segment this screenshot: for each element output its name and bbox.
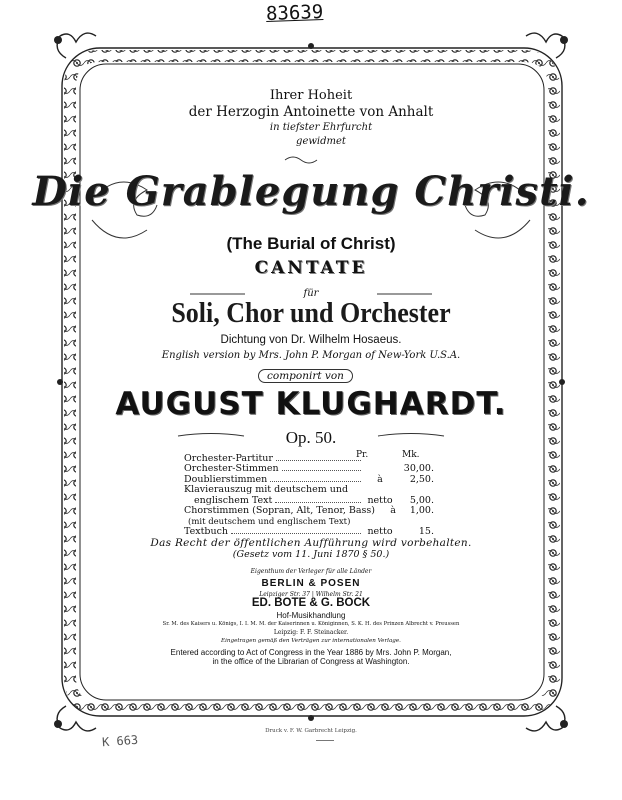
price-row: englischem Text netto 5,00. xyxy=(194,494,434,506)
opus-number: Op. 50. xyxy=(285,428,337,447)
genre-cantate: CANTATE xyxy=(254,258,368,278)
price-row: Chorstimmen (Sopran, Alt, Tenor, Bass) à 1,00. xyxy=(184,505,434,516)
title-german: Die Grablegung Christi. xyxy=(32,168,590,215)
footer-pencil-mark xyxy=(316,740,334,741)
shelf-mark: K 663 xyxy=(101,732,139,750)
price-col-pr: Pr. xyxy=(356,450,369,460)
price-row: Orchester-Partitur xyxy=(184,453,434,464)
dedication-line-1: Ihrer Hoheit xyxy=(269,88,353,103)
dedication-line-3: in tiefster Ehrfurcht xyxy=(269,122,373,133)
publisher-appointment: Sr. M. des Kaisers u. Königs, I. I. M. M. der Kaiserinnen u. Königinnen, S. K. H. des Prinzen Albrecht v. Preussen xyxy=(162,621,460,627)
dedication-line-2: der Herzogin Antoinette von Anhalt xyxy=(188,104,434,120)
english-version-line: English version by Mrs. John P. Morgan of New-York U.S.A. xyxy=(161,350,461,361)
footer-printer-note: Druck v. F. W. Garbrecht Leipzig. xyxy=(265,728,357,734)
price-row: Doublierstimmen à 2,50. xyxy=(184,473,434,485)
forces-line: Soli, Chor und Orchester xyxy=(171,296,451,329)
price-row: Orchester-Stimmen 30,00. xyxy=(184,463,434,474)
dedication-line-4: gewidmet xyxy=(296,136,346,147)
publisher-notice: Eingetragen gemäß den Verträgen zur internationalen Verlage. xyxy=(221,638,401,644)
copyright-line-2: in the office of the Librarian of Congress at Washington. xyxy=(212,657,410,666)
composed-by-label: componirt von xyxy=(258,369,353,383)
publisher-city: BERLIN & POSEN xyxy=(261,578,361,589)
fuer-label: für xyxy=(303,288,319,299)
text-author-line: Dichtung von Dr. Wilhelm Hosaeus. xyxy=(220,334,402,346)
rights-line-1: Das Recht der öffentlichen Aufführung wird vorbehalten. xyxy=(150,537,472,549)
price-row: Textbuch netto 15. xyxy=(184,526,434,537)
title-english: (The Burial of Christ) xyxy=(226,234,396,253)
copyright-line-1: Entered according to Act of Congress in the Year 1886 by Mrs. John P. Morgan, xyxy=(170,648,452,657)
publisher-role: Hof-Musikhandlung xyxy=(276,611,346,620)
publisher-addresses: Leipziger Str. 37 | Wilhelm Str. 21 xyxy=(259,591,363,598)
rights-line-2: (Gesetz vom 11. Juni 1870 § 50.) xyxy=(232,549,390,560)
price-row: (mit deutschem und englischem Text) xyxy=(188,516,351,527)
publisher-printer: Leipzig: F. F. Steinacker. xyxy=(273,629,349,636)
publisher-tagline: Eigenthum der Verleger für alle Länder xyxy=(250,568,372,575)
price-row: Klavierauszug mit deutschem und xyxy=(184,484,349,495)
composer-name: AUGUST KLUGHARDT. xyxy=(115,386,507,422)
publisher-name: ED. BOTE & G. BOCK xyxy=(251,597,371,609)
price-col-mk: Mk. xyxy=(402,450,420,460)
catalog-number: 83639 xyxy=(265,1,324,25)
